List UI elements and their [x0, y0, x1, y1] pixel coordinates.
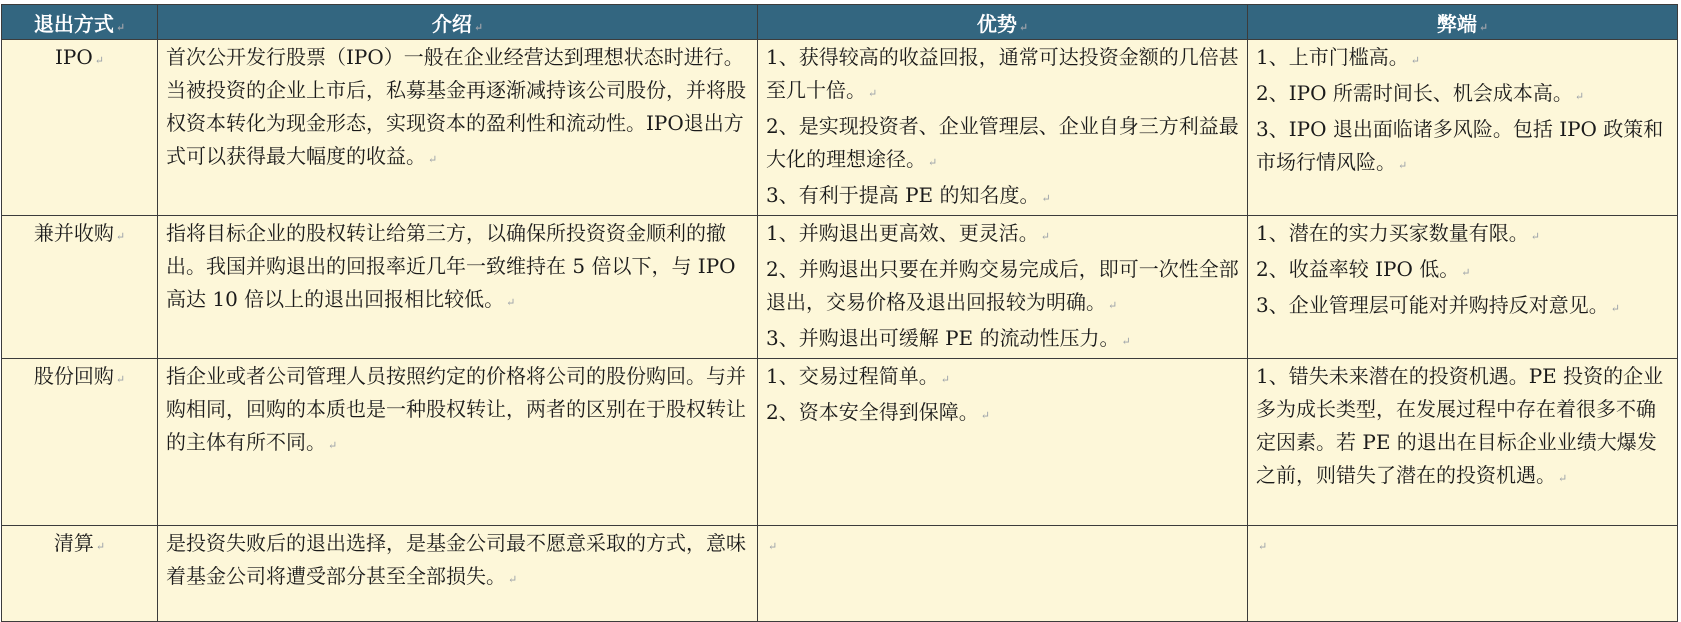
pros-item: 2、并购退出只要在并购交易完成后，即可一次性全部退出，交易价格及退出回报较为明确。 ↵ [766, 257, 1239, 314]
header-row [2, 5, 1678, 40]
paragraph-mark-icon: ↵ [1410, 54, 1420, 67]
header-label: 介绍 [431, 11, 472, 36]
paragraph-mark-icon: ↵ [1461, 266, 1471, 279]
paragraph-mark-icon: ↵ [1121, 335, 1131, 348]
cons-cell [1248, 359, 1678, 526]
paragraph-mark-icon: ↵ [1041, 192, 1051, 205]
paragraph-mark-icon: ↵ [928, 156, 938, 169]
pros-cell [758, 40, 1248, 216]
table-row [2, 526, 1678, 622]
paragraph-mark-icon: ↵ [95, 540, 106, 553]
pros-item: 1、并购退出更高效、更灵活。 ↵ [766, 221, 1050, 245]
paragraph-mark-icon: ↵ [1478, 20, 1489, 34]
pros-item: 2、是实现投资者、企业管理层、企业自身三方利益最大化的理想途径。 ↵ [766, 114, 1239, 171]
table-row [2, 216, 1678, 359]
paragraph-mark-icon: ↵ [1558, 472, 1568, 485]
paragraph-mark-icon: ↵ [328, 439, 338, 452]
cons-cell [1248, 216, 1678, 359]
cons-item: 3、IPO 退出面临诸多风险。包括 IPO 政策和市场行情风险。 ↵ [1256, 117, 1664, 174]
pros-cell [758, 216, 1248, 359]
exit-method-name: IPO [55, 45, 93, 69]
paragraph-mark-icon: ↵ [428, 153, 438, 166]
paragraph-mark-icon: ↵ [868, 87, 878, 100]
cons-item: 2、收益率较 IPO 低。 ↵ [1256, 257, 1471, 281]
paragraph-mark-icon: ↵ [980, 409, 990, 422]
intro-text: 是投资失败后的退出选择，是基金公司最不愿意采取的方式，意味着基金公司将遭受部分甚至全部损失。 [166, 531, 746, 588]
paragraph-mark-icon: ↵ [473, 20, 484, 34]
intro-cell [158, 216, 758, 359]
exit-method-cell [2, 526, 158, 622]
exit-method-name: 兼并收购 [33, 221, 114, 245]
cons-cell [1248, 526, 1678, 622]
paragraph-mark-icon: ↵ [94, 54, 104, 67]
table-row [2, 40, 1678, 216]
pros-item: 1、交易过程简单。 ↵ [766, 364, 950, 388]
paragraph-mark-icon: ↵ [1398, 159, 1408, 172]
paragraph-mark-icon: ↵ [940, 373, 950, 386]
header-label: 优势 [976, 11, 1017, 36]
intro-text: 指企业或者公司管理人员按照约定的价格将公司的股份购回。与并购相同，回购的本质也是一种股权转让，两者的区别在于股权转让的主体有所不同。 [166, 364, 746, 454]
pros-cell [758, 526, 1248, 622]
cons-item: 1、潜在的实力买家数量有限。 ↵ [1256, 221, 1540, 245]
intro-cell [158, 40, 758, 216]
table-row [2, 359, 1678, 526]
header-pros [758, 5, 1248, 40]
paragraph-mark-icon: ↵ [1258, 540, 1268, 553]
paragraph-mark-icon: ↵ [1040, 230, 1050, 243]
paragraph-mark-icon: ↵ [115, 230, 126, 243]
cons-item: 1、上市门槛高。 ↵ [1256, 45, 1420, 69]
header-exit-method [2, 5, 158, 40]
intro-cell [158, 359, 758, 526]
paragraph-mark-icon: ↵ [1530, 230, 1540, 243]
intro-cell [158, 526, 758, 622]
pros-item: 3、并购退出可缓解 PE 的流动性压力。 ↵ [766, 326, 1131, 350]
paragraph-mark-icon: ↵ [115, 20, 126, 34]
cons-cell [1248, 40, 1678, 216]
exit-methods-document [1, 4, 1678, 622]
pros-item: 3、有利于提高 PE 的知名度。 ↵ [766, 183, 1051, 207]
header-cons [1248, 5, 1678, 40]
paragraph-mark-icon: ↵ [1108, 299, 1118, 312]
header-label: 退出方式 [33, 11, 114, 36]
exit-method-cell [2, 216, 158, 359]
pros-cell [758, 359, 1248, 526]
exit-method-name: 清算 [53, 531, 94, 555]
exit-method-cell [2, 359, 158, 526]
paragraph-mark-icon: ↵ [115, 373, 126, 386]
cons-item: 1、错失未来潜在的投资机遇。PE 投资的企业多为成长类型，在发展过程中存在着很多不确定因素。若 PE 的退出在目标企业业绩大爆发之前，则错失了潜在的投资机遇。 ↵ [1256, 364, 1664, 487]
intro-text: 指将目标企业的股权转让给第三方，以确保所投资资金顺利的撤出。我国并购退出的回报率近几年一致维持在 5 倍以下，与 IPO 高达 10 倍以上的退出回报相比较低。 [166, 221, 736, 311]
pros-item: 1、获得较高的收益回报，通常可达投资金额的几倍甚至几十倍。 ↵ [766, 45, 1239, 102]
paragraph-mark-icon: ↵ [1574, 90, 1585, 103]
pros-item: 2、资本安全得到保障。 ↵ [766, 400, 990, 424]
cons-item: 2、IPO 所需时间长、机会成本高。 ↵ [1256, 81, 1585, 105]
intro-text: 首次公开发行股票（IPO）一般在企业经营达到理想状态时进行。当被投资的企业上市后，私募基金再逐渐减持该公司股份，并将股权资本转化为现金形态，实现资本的盈利性和流动性。IPO退出方式可以获得最大幅度的收益。 [166, 45, 746, 168]
cons-item: 3、企业管理层可能对并购持反对意见。 ↵ [1256, 293, 1620, 317]
paragraph-mark-icon: ↵ [768, 540, 778, 553]
paragraph-mark-icon: ↵ [506, 296, 516, 309]
header-intro [158, 5, 758, 40]
exit-methods-table [1, 4, 1678, 622]
exit-method-cell [2, 40, 158, 216]
exit-method-name: 股份回购 [33, 364, 114, 388]
paragraph-mark-icon: ↵ [508, 573, 518, 586]
header-label: 弊端 [1436, 11, 1477, 36]
paragraph-mark-icon: ↵ [1610, 302, 1620, 315]
paragraph-mark-icon: ↵ [1018, 20, 1029, 34]
